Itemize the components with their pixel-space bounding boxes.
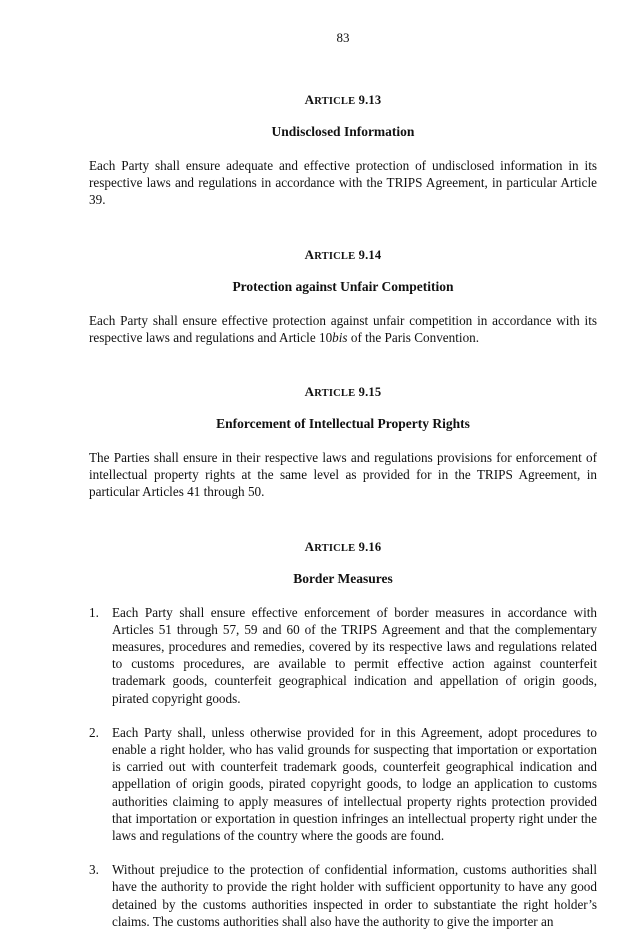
article-title: Protection against Unfair Competition (232, 278, 454, 294)
article-9-14 (89, 247, 597, 346)
article-heading (89, 539, 597, 555)
heading-number: 9.13 (358, 93, 382, 107)
heading-prefix-big: A (304, 384, 315, 400)
list-item (89, 604, 597, 707)
numbered-list (89, 604, 597, 930)
heading-number: 9.14 (358, 247, 382, 262)
list-item-number: 2. (89, 724, 99, 740)
document-page (89, 30, 597, 947)
article-paragraph: The Parties shall ensure in their respective laws and regulations provisions for enforcement of intellectual property rights at the same level as provided for in the TRIPS Agreement, in particular Articles 41 through 50. (89, 450, 597, 500)
heading-prefix-big: A (304, 538, 315, 554)
list-item-text: Each Party shall ensure effective enforcement of border measures in accordance with Articles 51 through 57, 59 and 60 of the TRIPS Agreement and that the complementary measures, procedures and remedies, covered by its respective laws and regulations related to customs procedures, are available to permit effective action against counterfeit trademark goods, counterfeit geographical indication and appellation of origin goods, pirated copyright goods. (112, 604, 597, 706)
heading-prefix-small: RTICLE (314, 388, 356, 400)
list-item-text: Without prejudice to the protection of confidential information, customs authorities shall have the authority to provide the right holder with sufficient opportunity to have any good detained by the customs authorities inspected in order to substantiate the right holder’s claims. The customs authorities shall also have the authority to give the importer an (112, 862, 597, 929)
article-heading (89, 92, 597, 108)
article-9-15 (89, 384, 597, 501)
paragraph-text: of the Paris Convention. (347, 329, 480, 345)
heading-prefix-small: RTICLE (314, 542, 356, 554)
list-item-number: 3. (89, 862, 99, 878)
article-paragraph: Each Party shall ensure adequate and effective protection of undisclosed information in its respective laws and regulations in accordance with the TRIPS Agreement, in particular Article 39. (89, 158, 597, 208)
list-item-number: 1. (89, 604, 99, 620)
heading-number: 9.16 (358, 539, 382, 554)
article-9-13 (89, 92, 597, 209)
article-heading (89, 247, 597, 263)
paragraph-italic-text: bis (332, 329, 348, 345)
list-item-text: Each Party shall, unless otherwise provided for in this Agreement, adopt procedures to enable a right holder, who has valid grounds for suspecting that importation or exportation is carried out with counterfeit trademark goods, counterfeit geographical indication and appellation of origin goods, pirated copyright goods, to lodge an application to customs authorities claiming to apply measures of intellectual property rights protection provided that importation or exportation in question infringes an intellectual property right under the laws and regulations of the country where the goods are found. (112, 724, 597, 844)
article-title: Border Measures (293, 570, 393, 586)
article-paragraph (89, 312, 597, 346)
article-title: Undisclosed Information (271, 124, 415, 139)
heading-prefix-small: RTICLE (314, 96, 356, 107)
heading-number: 9.15 (358, 385, 382, 400)
page-number: 83 (336, 30, 350, 45)
article-title: Enforcement of Intellectual Property Rights (216, 416, 470, 432)
article-9-16 (89, 539, 597, 930)
list-item (89, 861, 597, 930)
article-heading (89, 384, 597, 400)
list-item (89, 724, 597, 844)
heading-prefix-big: A (304, 246, 315, 262)
heading-prefix-big: A (304, 92, 315, 107)
paragraph-text: Each Party shall ensure effective protection against unfair competition in accordance with its respective laws and regulations and Article 10 (89, 312, 597, 345)
heading-prefix-small: RTICLE (314, 250, 356, 262)
